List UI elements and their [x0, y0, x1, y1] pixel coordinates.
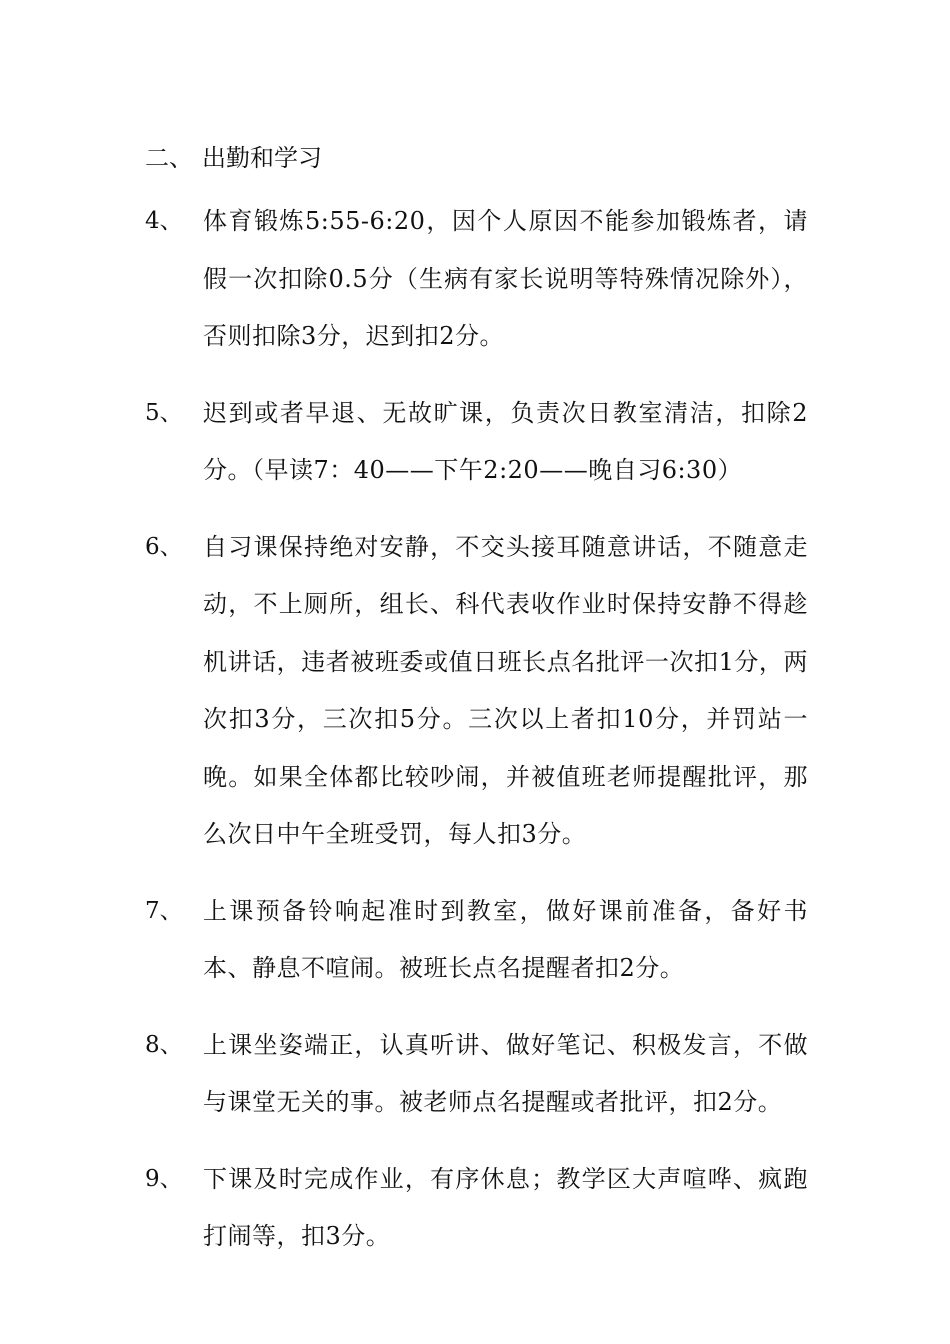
section-heading: [145, 138, 322, 178]
rule-text: 下课及时完成作业，有序休息；教学区大声喧哗、疯跑打闹等，扣3分。: [203, 1164, 808, 1250]
rule-number: 7、: [145, 897, 183, 924]
rule-list: [0, 193, 950, 1285]
rule-text: 体育锻炼5:55-6:20，因个人原因不能参加锻炼者，请假一次扣除0.5分（生病有家长说明等特殊情况除外），否则扣除3分，迟到扣2分。: [203, 207, 808, 350]
rule-item-9: [0, 1151, 950, 1266]
rule-item-7: [0, 883, 950, 998]
rule-item-4: [0, 193, 950, 366]
rule-text: 自习课保持绝对安静，不交头接耳随意讲话，不随意走动，不上厕所，组长、科代表收作业时保持安静不得趁机讲话，违者被班委或值日班长点名批评一次扣1分，两次扣3分，三次扣5分。三次以上者扣10分，并罚站一晚。如果全体都比较吵闹，并被值班老师提醒批评，那么次日中午全班受罚，每人扣3分。: [203, 532, 808, 848]
rule-number: 5、: [145, 399, 183, 426]
rule-item-8: [0, 1017, 950, 1132]
rule-text: 上课坐姿端正，认真听讲、做好笔记、积极发言，不做与课堂无关的事。被老师点名提醒或者批评，扣2分。: [203, 1030, 808, 1116]
section-number: 二、: [145, 144, 193, 172]
rule-number: 9、: [145, 1165, 183, 1192]
rule-number: 8、: [145, 1031, 183, 1058]
rule-number: 6、: [145, 533, 183, 560]
rule-item-6: [0, 519, 950, 864]
rule-text: 上课预备铃响起准时到教室，做好课前准备，备好书本、静息不喧闹。被班长点名提醒者扣2分。: [203, 896, 808, 982]
section-title: 出勤和学习: [202, 144, 322, 172]
rule-item-5: [0, 385, 950, 500]
rule-text: 迟到或者早退、无故旷课，负责次日教室清洁，扣除2分。（早读7：40——下午2:20——晚自习6:30）: [203, 398, 808, 484]
rule-number: 4、: [145, 208, 183, 234]
